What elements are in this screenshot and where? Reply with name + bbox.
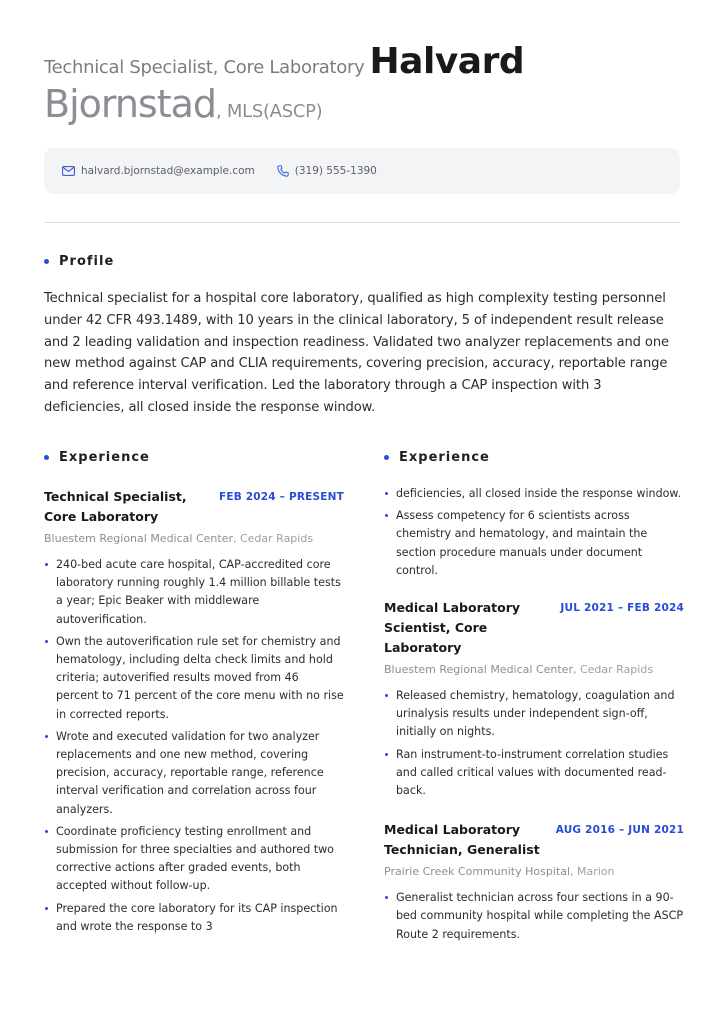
role-title: Technical Specialist, Core Laboratory: [44, 57, 365, 78]
list-item: Prepared the core laboratory for its CAP inspection and wrote the response to 3: [44, 900, 344, 936]
job-organization: [44, 530, 344, 548]
experience-column-left: [44, 450, 344, 940]
experience-heading-label: Experience: [399, 450, 490, 465]
job-title: Medical Laboratory Scientist, Core Laboratory: [384, 600, 521, 656]
first-name: Halvard: [369, 41, 525, 82]
job-title: Technical Specialist, Core Laboratory: [44, 489, 187, 524]
job-bullets: [384, 889, 684, 944]
list-item: Wrote and executed validation for two analyzer replacements and one new method, covering precision, accuracy, reportable range, reference interval verification and correlation across four analyzers.: [44, 728, 344, 819]
list-item: Own the autoverification rule set for chemistry and hematology, including delta check limits and hold criteria; autoverified results moved from 46 percent to 71 percent of the core menu with no rise in corrected reports.: [44, 633, 344, 724]
job-entry: [384, 820, 684, 944]
contact-email[interactable]: [62, 165, 255, 177]
job-bullets: [384, 687, 684, 800]
profile-summary: Technical specialist for a hospital core laboratory, qualified as high complexity testing personnel under 42 CFR 493.1489, with 10 years in the clinical laboratory, 5 of independent result release and 2 leading validation and inspection readiness. Validated two analyzer replacements and one new method against CAP and CLIA requirements, covering precision, accuracy, reportable range and reference interval verification. Led the laboratory through a CAP inspection with 3 deficiencies, all closed inside the response window.: [44, 291, 669, 415]
org-name: Bluestem Regional Medical Center: [44, 532, 233, 545]
profile-heading-label: Profile: [59, 254, 115, 269]
list-item: Released chemistry, hematology, coagulation and urinalysis results under independent sign-off, initially on nights.: [384, 687, 684, 742]
resume-header: [44, 41, 684, 126]
envelope-icon: [62, 166, 75, 176]
list-item: Assess competency for 6 scientists across chemistry and hematology, and maintain the section procedure manuals under document control.: [384, 507, 684, 580]
experience-heading: [384, 450, 684, 465]
bullet-dot-icon: [44, 259, 49, 264]
email-text: halvard.bjornstad@example.com: [81, 165, 255, 177]
org-location: , Marion: [570, 865, 615, 879]
org-location: , Cedar Rapids: [232, 532, 314, 545]
job-bullets: [44, 556, 344, 936]
job-dates: AUG 2016 – JUN 2021: [555, 824, 684, 837]
org-location: , Cedar Rapids: [572, 663, 654, 677]
job-title: Medical Laboratory Technician, Generalist: [384, 822, 540, 858]
phone-icon: [277, 165, 289, 177]
contact-phone[interactable]: [277, 165, 377, 177]
list-item: 240-bed acute care hospital, CAP-accredited core laboratory running roughly 1.4 million billable tests a year; Epic Beaker with middleware autoverification.: [44, 556, 344, 629]
org-name: Prairie Creek Community Hospital: [384, 865, 571, 879]
job-dates: JUL 2021 – FEB 2024: [560, 602, 684, 615]
profile-heading: [44, 254, 114, 269]
experience-heading-label: Experience: [59, 450, 150, 465]
job-dates: FEB 2024 – PRESENT: [218, 491, 344, 503]
header-divider: [44, 222, 680, 223]
phone-text: (319) 555-1390: [294, 165, 377, 177]
bullet-dot-icon: [44, 455, 49, 460]
list-item: deficiencies, all closed inside the response window.: [384, 485, 684, 503]
credential: , MLS(ASCP): [216, 101, 323, 122]
name-line: [44, 82, 684, 126]
bullet-dot-icon: [384, 455, 389, 460]
job-organization: [384, 661, 684, 679]
list-item: Ran instrument-to-instrument correlation studies and called critical values with documented read-back.: [384, 746, 684, 801]
job-organization: [384, 863, 684, 881]
org-name: Bluestem Regional Medical Center: [384, 663, 573, 677]
continued-bullets: [384, 485, 684, 580]
contact-bar: [44, 148, 680, 194]
job-entry: [44, 487, 344, 936]
experience-heading: [44, 450, 344, 465]
list-item: Coordinate proficiency testing enrollment and submission for three specialties and authored two corrective actions after graded events, both accepted without follow-up.: [44, 823, 344, 896]
last-name: Bjornstad: [44, 82, 217, 126]
list-item: Generalist technician across four sections in a 90-bed community hospital while completing the ASCP Route 2 requirements.: [384, 889, 684, 944]
experience-column-right: [384, 450, 684, 948]
job-entry: [384, 598, 684, 800]
headline: [44, 41, 684, 82]
